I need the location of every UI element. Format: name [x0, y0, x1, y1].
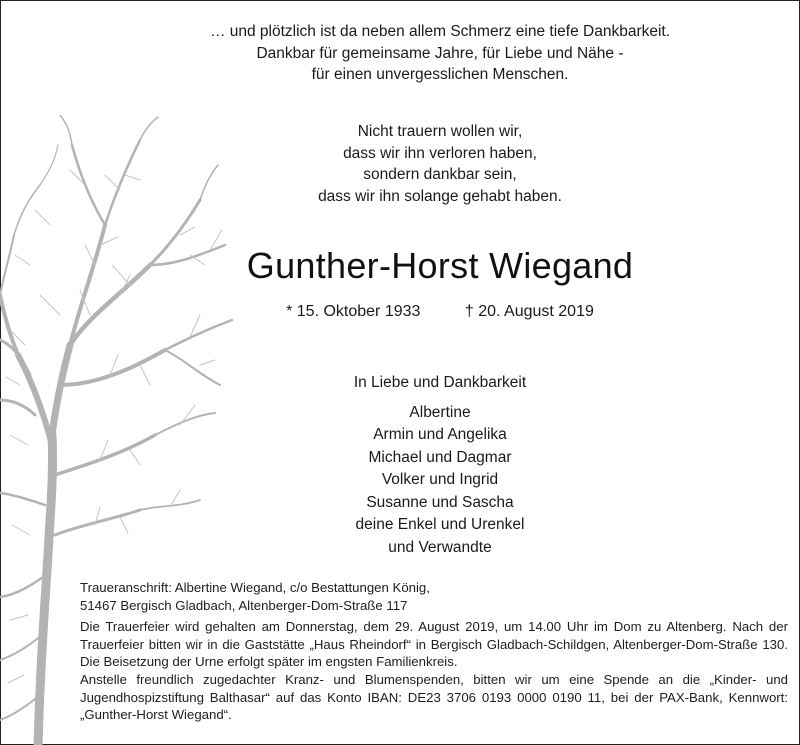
donation-text: Anstelle freundlich zugedachter Kranz- und Blumenspenden, bitten wir um eine Spende an die „Kinder- und Jugendhospizstiftung Balthasar“ auf das Konto IBAN: DE23 3706 0193 0000 0190 11, bei der PAX-Bank, Kennwort: „Gunther-Horst Wiegand“. [80, 671, 788, 723]
mourners-heading: In Liebe und Dankbarkeit [353, 374, 527, 391]
life-dates [120, 303, 760, 321]
mourners-list [120, 372, 760, 559]
footer-notice [80, 579, 788, 724]
intro-text [120, 21, 760, 86]
mourner-name: Armin und Angelika [373, 426, 507, 443]
ceremony-text: Die Trauerfeier wird gehalten am Donnerstag, dem 29. August 2019, um 14.00 Uhr im Dom zu Altenberg. Nach der Trauerfeier bitten wir in die Gaststätte „Haus Rheindorf“ in Bergisch Gladbach-Schildgen, Altenberger-Dom-Straße 130. Die Beisetzung der Urne erfolgt später im engsten Familienkreis. [80, 619, 788, 670]
memorial-quote [120, 121, 760, 207]
mourner-name: Volker und Ingrid [381, 471, 499, 488]
mourner-name: Susanne und Sascha [366, 493, 514, 511]
mourner-name: Albertine [409, 403, 471, 421]
deceased-name: Gunther-Horst Wiegand [246, 245, 634, 286]
birth-date: * 15. Oktober 1933 [286, 303, 421, 320]
mourner-name: deine Enkel und Urenkel [355, 516, 525, 533]
mourner-name: Michael und Dagmar [368, 448, 512, 466]
quote-line: dass wir ihn solange gehabt haben. [318, 187, 562, 205]
quote-line: dass wir ihn verloren haben, [343, 144, 537, 162]
mourning-address [80, 579, 788, 614]
intro-line: … und plötzlich ist da neben allem Schmerz eine tiefe Dankbarkeit. [209, 23, 671, 40]
mourner-name: und Verwandte [388, 538, 492, 556]
address-line: Traueranschrift: Albertine Wiegand, c/o Bestattungen König, [80, 580, 430, 595]
death-date: † 20. August 2019 [464, 303, 594, 320]
quote-line: sondern dankbar sein, [363, 166, 517, 183]
intro-line: Dankbar für gemeinsame Jahre, für Liebe und Nähe - [256, 44, 624, 62]
address-line: 51467 Bergisch Gladbach, Altenberger-Dom-Straße 117 [80, 597, 408, 613]
intro-line: für einen unvergesslichen Menschen. [311, 66, 569, 83]
quote-line: Nicht trauern wollen wir, [357, 123, 523, 140]
